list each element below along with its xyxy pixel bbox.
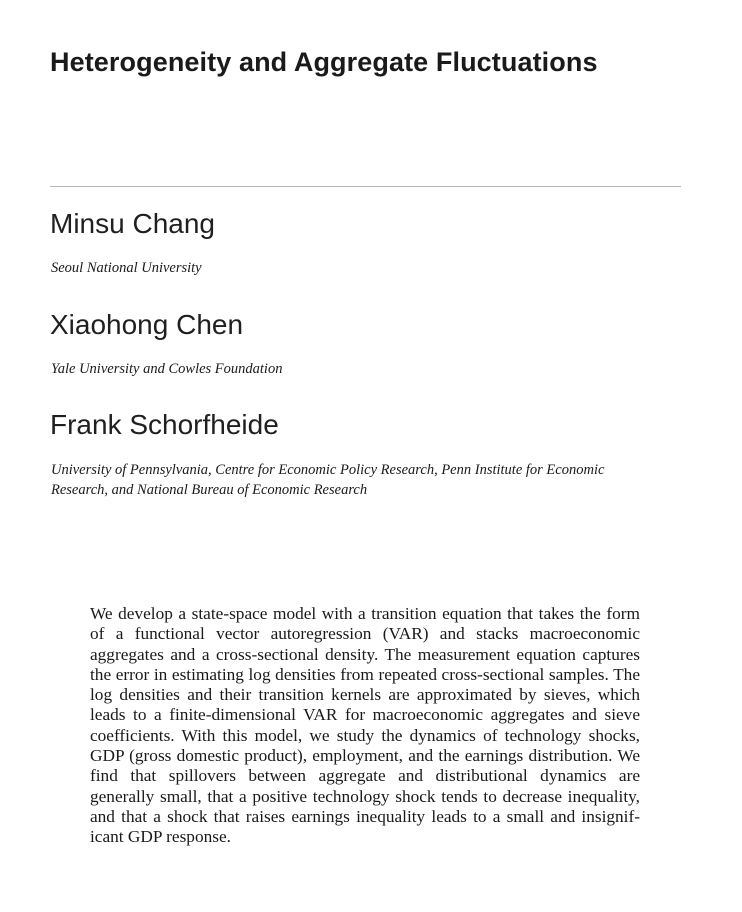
author-name-2: Xiaohong Chen (50, 309, 244, 340)
paper-title: Heterogeneity and Aggregate Fluctuations (50, 47, 598, 77)
abstract-text: We develop a state-space model with a transition equation that takes the form of a functional vector autoregression (VAR) and stacks macroeconomic aggregates and a cross-sectional density. The measurement equation captures the error in estimating log densities from repeated cross-sectional samples. The log densities and their transition kernels are approximated by sieves, which leads to a finite-dimensional VAR for macroeconomic aggregates and sieve coefficients. With this model, we study the dynamics of technology shocks, GDP (gross domestic product), employment, and the earnings distribution. We find that spillovers between aggregate and distributional dynamics are generally small, that a positive technology shock tends to decrease inequality, and that a shock that raises earnings inequality leads to a small and insignificant GDP response. (90, 604, 640, 847)
author-name-3: Frank Schorfheide (50, 409, 279, 440)
title-divider (50, 186, 681, 187)
author-affiliation-2: Yale University and Cowles Foundation (51, 361, 283, 377)
author-affiliation-1: Seoul National University (51, 260, 202, 276)
author-affiliation-3: University of Pennsylvania, Centre for Economic Policy Research, Penn Institute for Economic Research, and National Bureau of Economic Research (51, 462, 605, 498)
author-name-1: Minsu Chang (50, 208, 215, 239)
